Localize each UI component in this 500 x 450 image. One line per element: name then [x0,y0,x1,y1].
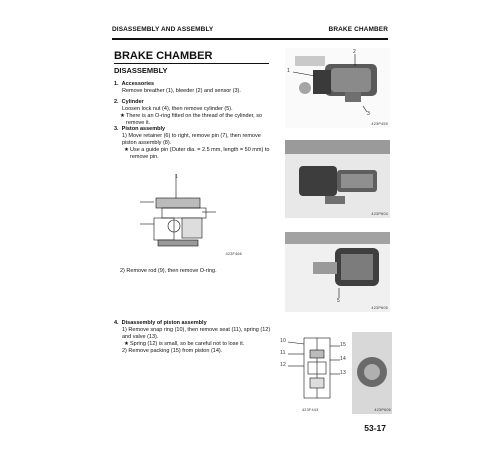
step-4-sub-1: 1) Remove snap ring (10), then remove seat (11), spring (12) and valve (13). [122,327,271,340]
callout-3: 3 [367,111,370,117]
photo-piston-parts [352,332,392,414]
callout-15: 15 [340,342,346,348]
brake-chamber-photo-1 [285,48,390,128]
step-2-note-text: There is an O-ring fitted on the thread of the cylinder, so remove it. [126,113,263,126]
step-1 [114,81,274,95]
step-4-heading: Disassembly of piston assembly [121,320,207,326]
callout-1: 1 [287,68,290,74]
step-1-text: Remove breather (1), bleeder (2) and sensor (3). [122,88,241,94]
figure-caption: 423F466 [225,252,242,256]
callout-11: 11 [280,350,286,356]
callout-12: 12 [280,362,286,368]
page-number: 53-17 [364,423,386,433]
callout-13: 13 [340,370,346,376]
piston-assembly-drawing [132,172,244,260]
figure-caption: 423P605 [371,306,388,310]
step-2-note [114,113,274,127]
bullet-icon: ★ [120,113,125,119]
step-2 [114,99,274,127]
step-2-number: 2. [114,99,119,105]
title-underline [114,63,269,64]
figure-caption: 423F443 [302,408,319,412]
step-2-text: Loosen lock nut (4), then remove cylinder (5). [122,106,233,112]
photo-accessories [285,48,390,128]
step-4-note [114,341,274,348]
step-1-number: 1. [114,81,119,87]
callout-1: 1 [175,174,178,180]
section-subtitle: DISASSEMBLY [114,66,168,75]
photo-cylinder [285,140,390,218]
brake-chamber-photo-2 [285,140,390,218]
step-2-heading: Cylinder [121,99,144,105]
figure-caption: 423P604 [371,212,388,216]
header-chapter-title: BRAKE CHAMBER [328,26,388,33]
callout-14: 14 [340,356,346,362]
bullet-icon: ★ [124,341,129,347]
step-3-note [114,147,274,161]
figure-caption: 423P606 [374,408,391,412]
drawing-piston-disassembly [280,332,350,414]
callout-5: 5 [337,298,340,304]
step-3 [114,126,274,161]
figure-caption: 423P459 [371,122,388,126]
step-3-note-text: Use a guide pin (Outer dia. = 2.5 mm, length = 50 mm) to remove pin. [130,147,270,160]
step-4-sub-2: 2) Remove packing (15) from piston (14). [122,348,223,354]
photo-piston-removed [285,232,390,312]
callout-10: 10 [280,338,286,344]
step-3-sub-2: 2) Remove rod (9), then remove O-ring. [120,268,217,274]
brake-chamber-photo-4 [352,332,392,414]
running-header [112,26,388,40]
step-1-heading: Accessories [121,81,155,87]
header-section-title: DISASSEMBLY AND ASSEMBLY [112,26,214,33]
step-4 [114,320,274,355]
step-4-number: 4. [114,320,119,326]
step-4-note-text: Spring (12) is small, so be careful not to lose it. [130,341,245,347]
step-3-sub-1: 1) Move retainer (6) to right, remove pin (7), then remove piston assembly (8). [122,133,261,146]
page-title: BRAKE CHAMBER [114,50,213,62]
step-3-heading: Piston assembly [121,126,166,132]
step-3-number: 3. [114,126,119,132]
drawing-piston-pin [132,172,244,260]
bullet-icon: ★ [124,147,129,153]
callout-2: 2 [353,49,356,55]
